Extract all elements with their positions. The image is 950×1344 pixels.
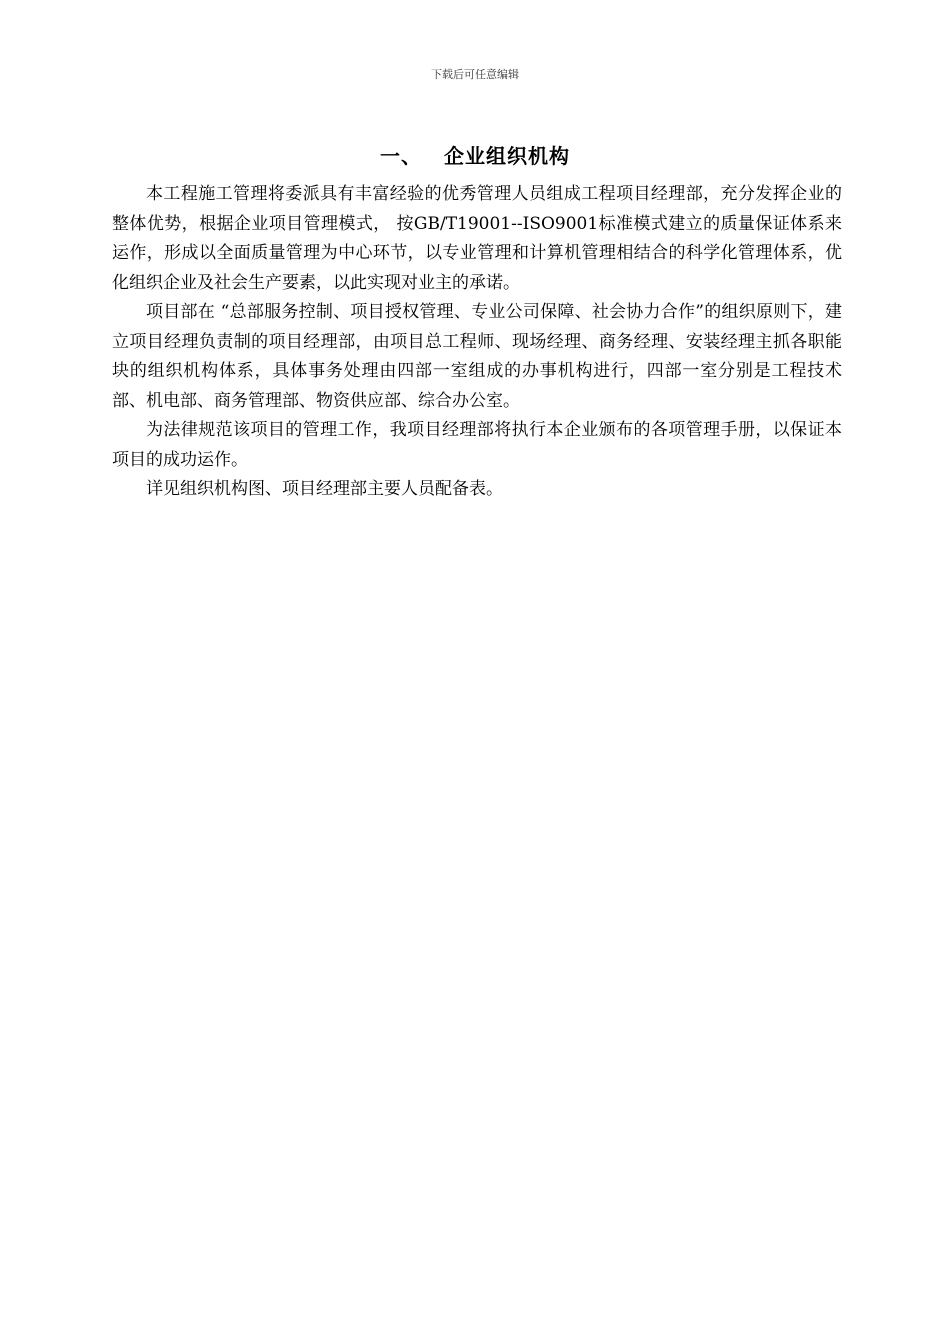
header-note: 下载后可任意编辑 [431, 68, 519, 81]
paragraph: 项目部在 “总部服务控制、项目授权管理、专业公司保障、社会协力合作”的组织原则下，建立项目经理负责制的项目经理部，由项目总工程师、现场经理、商务经理、安装经理主抓各职能块的组织机构体系，具体事务处理由四部一室组成的办事机构进行，四部一室分别是工程技术部、机电部、商务管理部、物资供应部、综合办公室。 [112, 302, 842, 411]
body-text [112, 180, 842, 505]
paragraph: 为法律规范该项目的管理工作，我项目经理部将执行本企业颁布的各项管理手册，以保证本项目的成功运作。 [112, 420, 842, 470]
paragraph: 本工程施工管理将委派具有丰富经验的优秀管理人员组成工程项目经理部，充分发挥企业的整体优势，根据企业项目管理模式， 按GB/T19001--ISO9001标准模式建立的质量保证体系来运作，形成以全面质量管理为中心环节，以专业管理和计算机管理相结合的科学化管理体系，优化组织企业及社会生产要素，以此实现对业主的承诺。 [112, 184, 842, 293]
paragraph: 详见组织机构图、项目经理部主要人员配备表。 [146, 479, 503, 499]
section-title [0, 140, 950, 169]
section-number: 一、 [380, 144, 422, 168]
section-title-text: 企业组织机构 [444, 144, 570, 168]
